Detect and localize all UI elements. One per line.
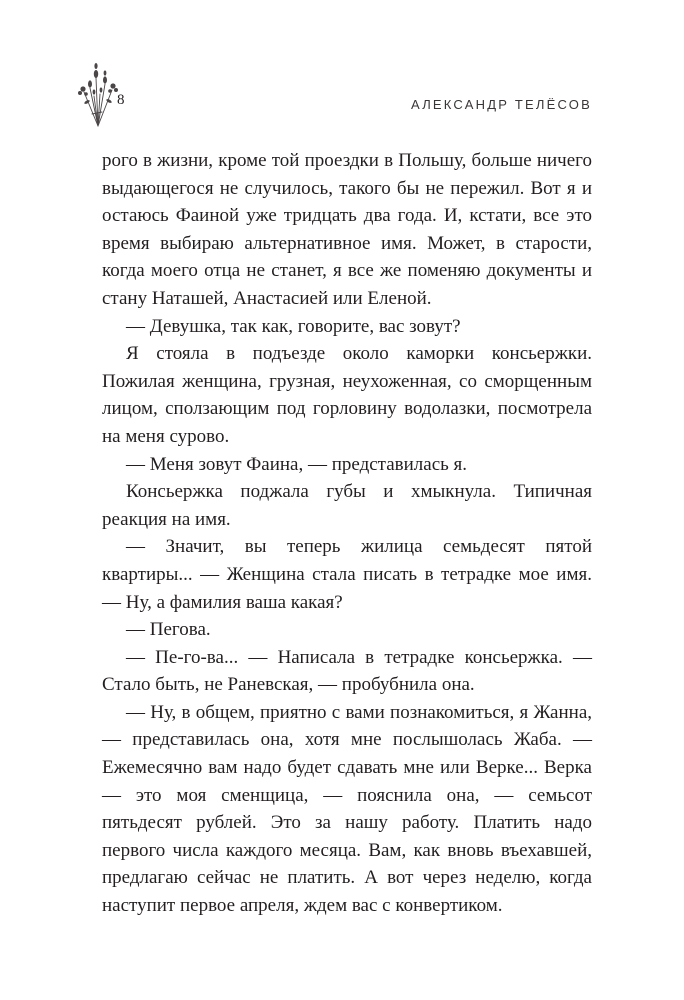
paragraph: — Пегова. [126, 619, 211, 641]
running-head-author: АЛЕКСАНДР ТЕЛЁСОВ [411, 97, 592, 112]
page-number: 8 [117, 92, 125, 108]
paragraph: — Ну, в общем, приятно с вами познакомиться, я Жанна, — представилась она, хотя мне послышолась Жаба. — Ежемесячно вам надо будет сдавать мне или Верке... Верка — это моя сменщица, — пояснила она, — семьсот пятьдесят рублей. Это за нашу работу. Платить надо первого числа каждого месяца. Вам, как вновь въехавшей, предлагаю сейчас не платить. А вот через неделю, когда наступит первое апреля, ждем вас с конвертиком. [102, 701, 592, 917]
paragraph: Я стояла в подъезде около каморки консьержки. Пожилая женщина, грузная, неухоженная, со сморщенным лицом, сползающим под горловину водолазки, посмотрела на меня сурово. [102, 343, 592, 447]
paragraph: — Девушка, так как, говорите, вас зовут? [126, 315, 461, 337]
paragraph: Консьержка поджала губы и хмыкнула. Типичная реакция на имя. [102, 481, 592, 530]
paragraph: — Значит, вы теперь жилица семьдесят пятой квартиры... — Женщина стала писать в тетрадке мое имя. — Ну, а фамилия ваша какая? [102, 536, 592, 613]
body-text [102, 147, 592, 920]
paragraph: рого в жизни, кроме той проездки в Польшу, больше ничего выдающегося не случилось, такого бы не пережил. Вот я и остаюсь Фаиной уже тридцать два года. И, кстати, все это время выбираю альтернативное имя. Может, в старости, когда моего отца не станет, я все же поменяю документы и стану Наташей, Анастасией или Еленой. [102, 150, 592, 309]
page-header [0, 0, 684, 130]
paragraph: — Пе-го-ва... — Написала в тетрадке консьержка. — Стало быть, не Раневская, — пробубнила она. [102, 646, 592, 696]
paragraph: — Меня зовут Фаина, — представилась я. [126, 453, 468, 475]
